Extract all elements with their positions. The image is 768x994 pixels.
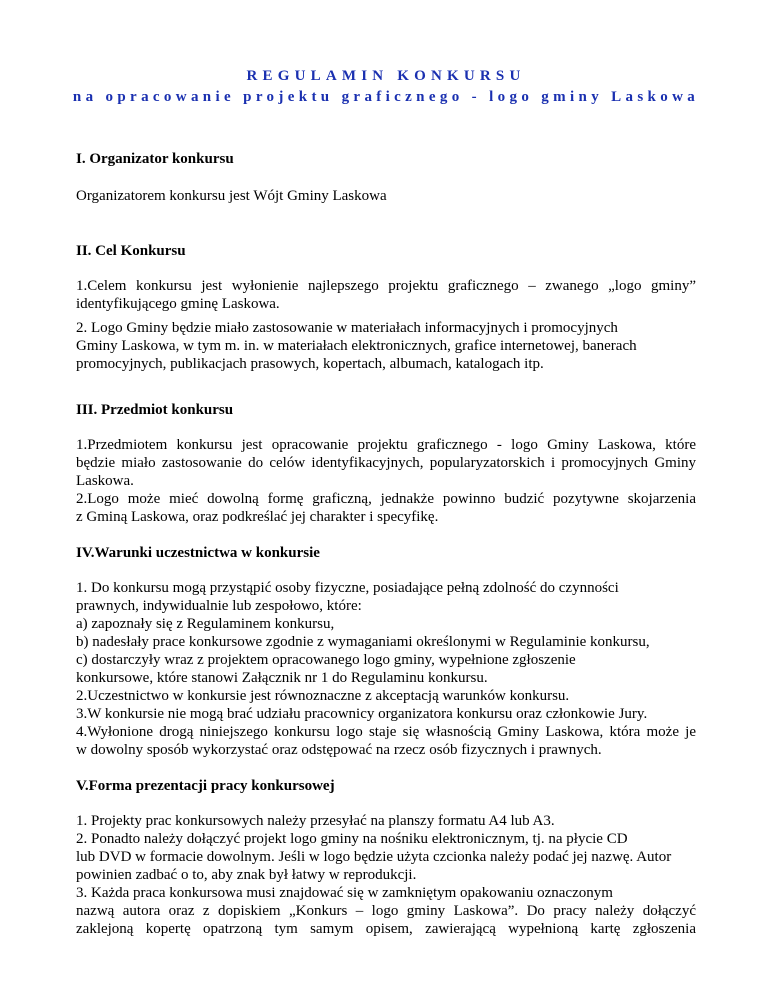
paragraph-line: b) nadesłały prace konkursowe zgodnie z wymaganiami określonymi w Regulaminie konkursu, bbox=[76, 634, 650, 650]
section-2-heading: II. Cel Konkursu bbox=[76, 243, 186, 259]
section-3-body bbox=[76, 436, 696, 526]
section-1-heading: I. Organizator konkursu bbox=[76, 151, 234, 167]
paragraph-line: 3.W konkursie nie mogą brać udziału pracownicy organizatora konkursu oraz członkowie Jury. bbox=[76, 706, 648, 722]
paragraph-line: w dowolny sposób wykorzystać oraz odstępować na rzecz osób fizycznych i prawnych. bbox=[76, 742, 602, 758]
paragraph-line: 1. Do konkursu mogą przystąpić osoby fizyczne, posiadające pełną zdolność do czynności bbox=[76, 580, 619, 596]
section-2-paragraph-1 bbox=[76, 277, 696, 313]
section-1-text: Organizatorem konkursu jest Wójt Gminy Laskowa bbox=[76, 188, 387, 204]
paragraph-line: 1. Projekty prac konkursowych należy przesyłać na planszy formatu A4 lub A3. bbox=[76, 813, 555, 829]
title-line-2: na opracowanie projektu graficznego - logo gminy Laskowa bbox=[72, 89, 700, 105]
paragraph-line: 2.Uczestnictwo w konkursie jest równoznaczne z akceptacją warunków konkursu. bbox=[76, 688, 570, 704]
paragraph-line: będzie miało zastosowanie do celów identyfikacyjnych, popularyzatorskich i promocyjnych Gminy bbox=[76, 455, 696, 471]
paragraph-line: 1.Celem konkursu jest wyłonienie najlepszego projektu graficznego – zwanego „logo gminy” bbox=[76, 278, 696, 294]
paragraph-line: lub DVD w formacie dowolnym. Jeśli w logo będzie użyta czcionka należy podać jej nazwę. Autor bbox=[76, 849, 672, 865]
paragraph-line: prawnych, indywidualnie lub zespołowo, które: bbox=[76, 598, 362, 614]
paragraph-line: nazwą autora oraz z dopiskiem „Konkurs – logo gminy Laskowa”. Do pracy należy dołączyć bbox=[76, 903, 696, 919]
paragraph-line: z Gminą Laskowa, oraz podkreślać jej charakter i specyfikę. bbox=[76, 509, 439, 525]
paragraph-line: Laskowa. bbox=[76, 473, 134, 489]
section-3-heading: III. Przedmiot konkursu bbox=[76, 402, 234, 418]
paragraph-line: c) dostarczyły wraz z projektem opracowanego logo gminy, wypełnione zgłoszenie bbox=[76, 652, 576, 668]
section-5-body bbox=[76, 812, 696, 938]
section-2-paragraph-2 bbox=[76, 319, 696, 373]
paragraph-line: promocyjnych, publikacjach prasowych, kopertach, albumach, katalogach itp. bbox=[76, 356, 544, 372]
paragraph-line: 2. Logo Gminy będzie miało zastosowanie w materiałach informacyjnych i promocyjnych bbox=[76, 320, 618, 336]
paragraph-line: 2. Ponadto należy dołączyć projekt logo gminy na nośniku elektronicznym, tj. na płycie CD bbox=[76, 831, 628, 847]
paragraph-line: identyfikującego gminę Laskowa. bbox=[76, 296, 280, 312]
paragraph-line: powinien zadbać o to, aby znak był łatwy w reprodukcji. bbox=[76, 867, 417, 883]
section-5-heading: V.Forma prezentacji pracy konkursowej bbox=[76, 778, 335, 794]
paragraph-line: 2.Logo może mieć dowolną formę graficzną, jednakże powinno budzić pozytywne skojarzenia bbox=[76, 491, 696, 507]
section-4-body bbox=[76, 579, 696, 759]
section-4-heading: IV.Warunki uczestnictwa w konkursie bbox=[76, 545, 320, 561]
paragraph-line: 3. Każda praca konkursowa musi znajdować się w zamkniętym opakowaniu oznaczonym bbox=[76, 885, 613, 901]
paragraph-line: zaklejoną kopertę opatrzoną tym samym opisem, zawierającą wypełnioną kartę zgłoszenia bbox=[76, 921, 696, 937]
paragraph-line: a) zapoznały się z Regulaminem konkursu, bbox=[76, 616, 335, 632]
paragraph-line: konkursowe, które stanowi Załącznik nr 1 do Regulaminu konkursu. bbox=[76, 670, 488, 686]
paragraph-line: Gminy Laskowa, w tym m. in. w materiałach elektronicznych, grafice internetowej, banerach bbox=[76, 338, 637, 354]
paragraph-line: 1.Przedmiotem konkursu jest opracowanie projektu graficznego - logo Gminy Laskowa, które bbox=[76, 437, 696, 453]
paragraph-line: 4.Wyłonione drogą niniejszego konkursu logo staje się własnością Gminy Laskowa, która może je bbox=[76, 724, 696, 740]
title-line-1: REGULAMIN KONKURSU bbox=[246, 68, 526, 84]
